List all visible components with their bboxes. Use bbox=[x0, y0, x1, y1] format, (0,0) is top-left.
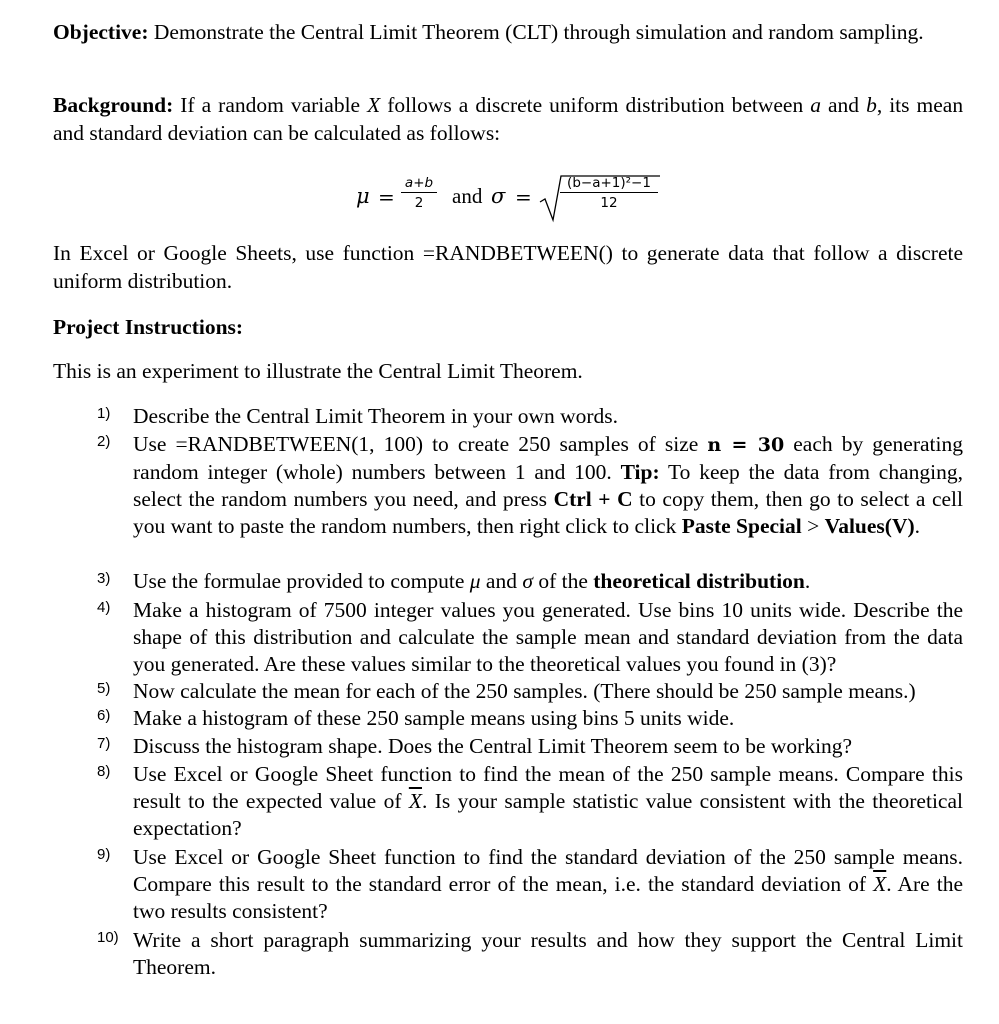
background-paragraph bbox=[53, 91, 963, 147]
equals-sign: = bbox=[378, 185, 395, 209]
instructions-heading-text: Project Instructions: bbox=[53, 315, 244, 339]
sigma-symbol: σ bbox=[522, 569, 533, 593]
text-run: . Are the two results consistent? bbox=[133, 872, 963, 923]
instructions-heading bbox=[53, 313, 963, 341]
list-item-text bbox=[133, 844, 963, 925]
variable-a: a bbox=[810, 93, 821, 117]
equals-sign: = bbox=[515, 185, 532, 209]
list-number: 5) bbox=[97, 680, 111, 697]
text-run: To keep the data from changing, select the random numbers you need, and press bbox=[133, 460, 963, 511]
list-item-text bbox=[133, 568, 963, 595]
objective-paragraph bbox=[53, 18, 963, 46]
list-number: 2) bbox=[97, 433, 111, 450]
mean-sd-formula bbox=[0, 172, 999, 224]
mean-numerator: a+b bbox=[401, 175, 437, 193]
background-text: and bbox=[828, 93, 860, 117]
list-number: 4) bbox=[97, 599, 111, 616]
list-item-text: Discuss the histogram shape. Does the Central Limit Theorem seem to be working? bbox=[133, 734, 853, 758]
sd-numerator: (b−a+1)²−1 bbox=[560, 175, 658, 193]
background-text: follows a discrete uniform distribution between bbox=[387, 93, 804, 117]
text-run: to copy them, then go to select a cell you want to paste the random numbers, then right click to click bbox=[133, 487, 963, 538]
excel-note: In Excel or Google Sheets, use function =RANDBETWEEN() to generate data that follow a discrete uniform distribution. bbox=[53, 241, 963, 293]
text-run: > bbox=[801, 514, 825, 538]
list-number: 6) bbox=[97, 707, 111, 724]
objective-text: Demonstrate the Central Limit Theorem (CLT) through simulation and random sampling. bbox=[153, 20, 924, 44]
list-item-text: Now calculate the mean for each of the 250 samples. (There should be 250 sample means.) bbox=[133, 679, 916, 703]
list-item-text: Make a histogram of 7500 integer values you generated. Use bins 10 units wide. Describe the shape of this distribution and calculate the sample mean and standard deviation from the data you generated. Are these values similar to the theoretical values you found in (3)? bbox=[133, 598, 963, 676]
list-item-text: Make a histogram of these 250 sample means using bins 5 units wide. bbox=[133, 706, 735, 730]
list-number: 9) bbox=[97, 846, 111, 863]
variable-b: b bbox=[866, 93, 877, 117]
background-label: Background: bbox=[53, 93, 174, 117]
background-text: , its mean and standard deviation can be calculated as follows: bbox=[53, 93, 964, 145]
sample-size: n = 30 bbox=[707, 434, 785, 456]
ctrl-c-shortcut: Ctrl + C bbox=[553, 487, 633, 511]
text-run: Use Excel or Google Sheet function to find the standard deviation of the 250 sample means. Compare this result to the standard error of the mean, i.e. the standard deviation of bbox=[133, 845, 963, 896]
list-item-text: Write a short paragraph summarizing your results and how they support the Central Limit Theorem. bbox=[133, 928, 963, 979]
mean-denominator: 2 bbox=[414, 195, 424, 211]
mu-symbol: μ bbox=[356, 184, 370, 208]
values-label: Values(V) bbox=[824, 514, 915, 538]
paste-special-label: Paste Special bbox=[681, 514, 802, 538]
intro-text: This is an experiment to illustrate the Central Limit Theorem. bbox=[53, 359, 583, 383]
list-item-text bbox=[133, 761, 963, 842]
list-item-text bbox=[133, 431, 963, 540]
variable-x: X bbox=[367, 93, 381, 117]
mu-symbol: μ bbox=[469, 569, 481, 593]
text-run: Use =RANDBETWEEN(1, 100) to create 250 samples of size bbox=[133, 432, 708, 456]
text-run: . bbox=[914, 514, 921, 538]
sd-fraction bbox=[560, 175, 658, 212]
text-run: of the bbox=[532, 569, 594, 593]
mean-fraction bbox=[401, 175, 437, 212]
sigma-symbol: σ bbox=[491, 184, 506, 208]
theoretical-distribution-label: theoretical distribution bbox=[593, 569, 805, 593]
tip-label: Tip: bbox=[620, 460, 660, 484]
sd-denominator: 12 bbox=[600, 195, 618, 211]
text-run: . Is your sample statistic value consistent with the theoretical expectation? bbox=[133, 789, 963, 840]
objective-label: Objective: bbox=[53, 20, 149, 44]
background-text: If a random variable bbox=[180, 93, 361, 117]
list-number: 7) bbox=[97, 735, 111, 752]
list-number: 3) bbox=[97, 570, 111, 587]
list-item-text: Describe the Central Limit Theorem in your own words. bbox=[133, 404, 619, 428]
list-number: 1) bbox=[97, 405, 111, 422]
x-bar-symbol: $\overline{X}$ bbox=[873, 872, 887, 896]
list-number: 10) bbox=[97, 929, 119, 946]
text-run: and bbox=[480, 569, 523, 593]
text-run: each by generating random integer (whole) numbers between 1 and 100. bbox=[133, 432, 963, 484]
text-run: . bbox=[804, 569, 811, 593]
x-bar-symbol: $\overline{X}$ bbox=[408, 789, 422, 813]
text-run: Use the formulae provided to compute bbox=[133, 569, 470, 593]
list-number: 8) bbox=[97, 763, 111, 780]
and-word: and bbox=[452, 184, 483, 208]
text-run: Use Excel or Google Sheet function to find the mean of the 250 sample means. Compare this result to the expected value of bbox=[133, 762, 963, 813]
